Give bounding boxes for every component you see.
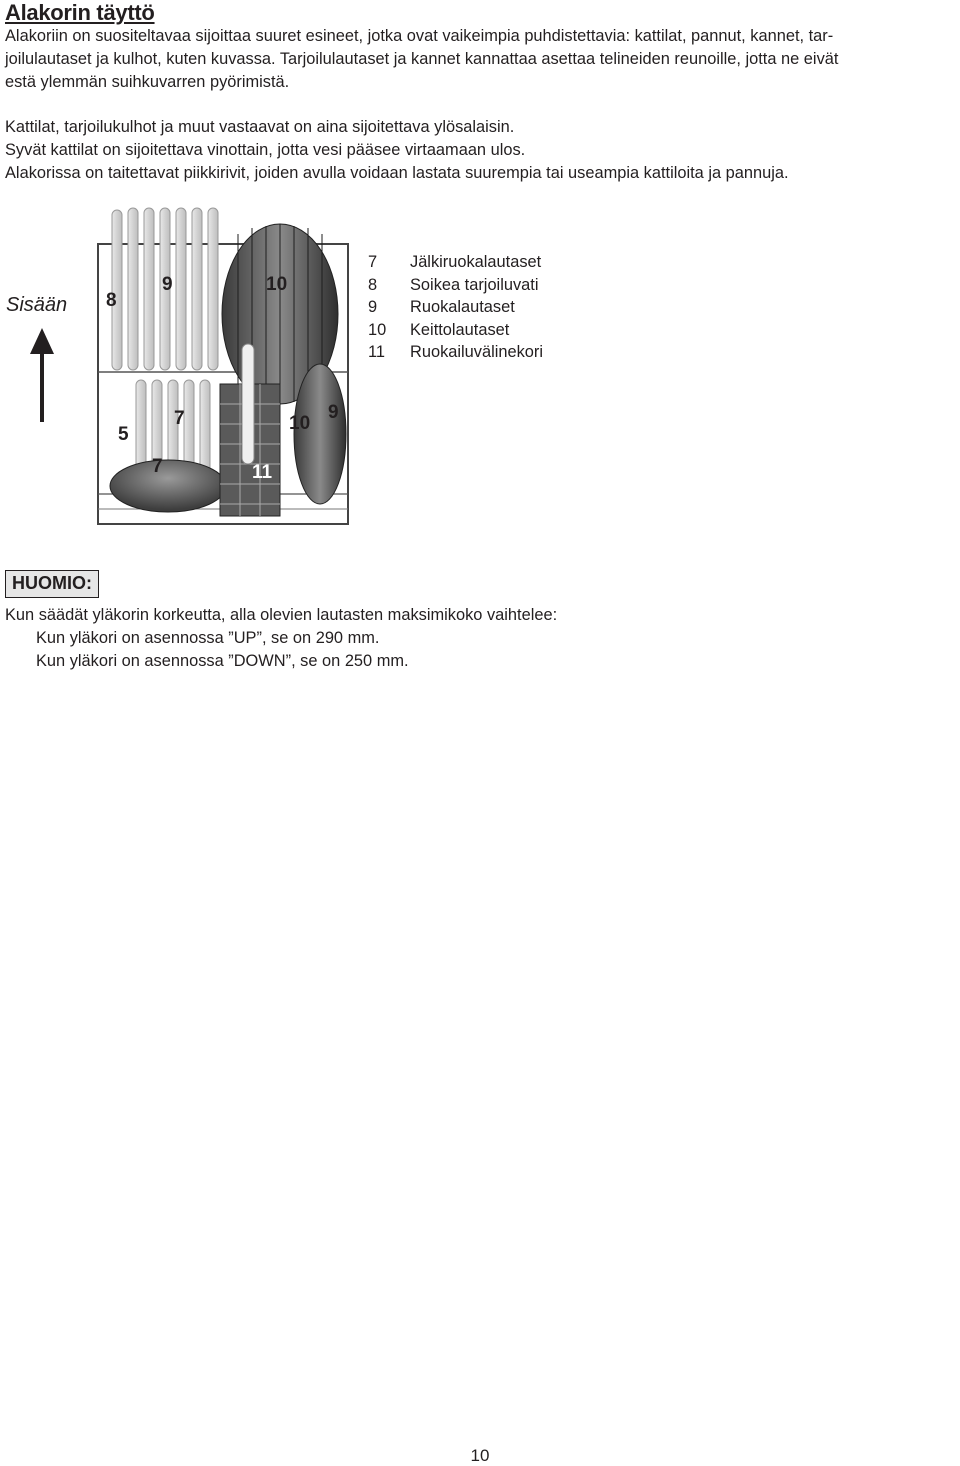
legend-number: 11 — [368, 343, 386, 362]
callout-8: 8 — [106, 290, 117, 311]
intro-line: joilulautaset ja kulhot, kuten kuvassa. Tarjoilulautaset ja kannet kannattaa asettaa telineiden reunoille, jotta ne eivät — [5, 50, 839, 68]
page-number: 10 — [470, 1446, 490, 1465]
instruction-deep-pots: Syvät kattilat on sijoitettava vinottain, jotta vesi pääsee virtaamaan ulos. — [5, 141, 526, 159]
callout-10-bottom: 10 — [289, 413, 311, 434]
legend-number: 10 — [368, 320, 387, 339]
notice-line-down: Kun yläkori on asennossa ”DOWN”, se on 250 mm. — [36, 652, 409, 670]
legend-number: 9 — [368, 298, 378, 317]
legend-item — [368, 341, 543, 364]
notice-heading: HUOMIO: — [5, 570, 99, 598]
intro-line: estä ylemmän suihkuvarren pyörimistä. — [5, 73, 290, 91]
figure-legend — [368, 251, 543, 364]
callout-7-mid: 7 — [174, 408, 185, 429]
legend-item — [368, 296, 543, 319]
serving-dish — [110, 460, 226, 512]
intro-line: Alakoriin on suositeltavaa sijoittaa suuret esineet, jotka ovat vaikeimpia puhdistettavia: kattilat, pannut, kannet, tar- — [5, 27, 834, 45]
callout-9-bottom: 9 — [328, 402, 339, 423]
legend-item — [368, 319, 543, 342]
legend-text: Soikea tarjoiluvati — [410, 275, 539, 294]
legend-text: Ruokalautaset — [410, 298, 515, 317]
callout-10-top: 10 — [266, 274, 288, 295]
legend-text: Jälkiruokalautaset — [410, 253, 542, 271]
notice-paragraph — [5, 604, 557, 673]
callout-5: 5 — [118, 424, 129, 445]
intro-paragraph — [5, 25, 960, 94]
inward-label: Sisään — [6, 294, 68, 316]
legend-text: Ruokailuvälinekori — [410, 343, 544, 362]
notice-line-up: Kun yläkori on asennossa ”UP”, se on 290 mm. — [36, 629, 380, 647]
notice-line: Kun säädät yläkorin korkeutta, alla olevien lautasten maksimikoko vaihtelee: — [5, 606, 558, 624]
legend-item — [368, 274, 543, 297]
legend-number: 7 — [368, 253, 378, 271]
instruction-upside-down: Kattilat, tarjoilukulhot ja muut vastaavat on aina sijoitettava ylösalaisin. — [5, 118, 515, 136]
legend-number: 8 — [368, 275, 378, 294]
page-title: Alakorin täyttö — [5, 0, 155, 25]
legend-text: Keittolautaset — [410, 320, 510, 339]
callout-11: 11 — [252, 462, 273, 483]
soup-plates-lower — [294, 364, 346, 504]
up-arrow-icon — [28, 328, 56, 422]
callout-7-bottom: 7 — [152, 456, 163, 477]
legend-item — [368, 251, 543, 274]
instruction-foldable-rows: Alakorissa on taitettavat piikkirivit, joiden avulla voidaan lastata suurempia tai useampia kattiloita ja pannuja. — [5, 164, 789, 182]
callout-9-top: 9 — [162, 274, 173, 295]
lower-basket-illustration — [92, 204, 354, 530]
